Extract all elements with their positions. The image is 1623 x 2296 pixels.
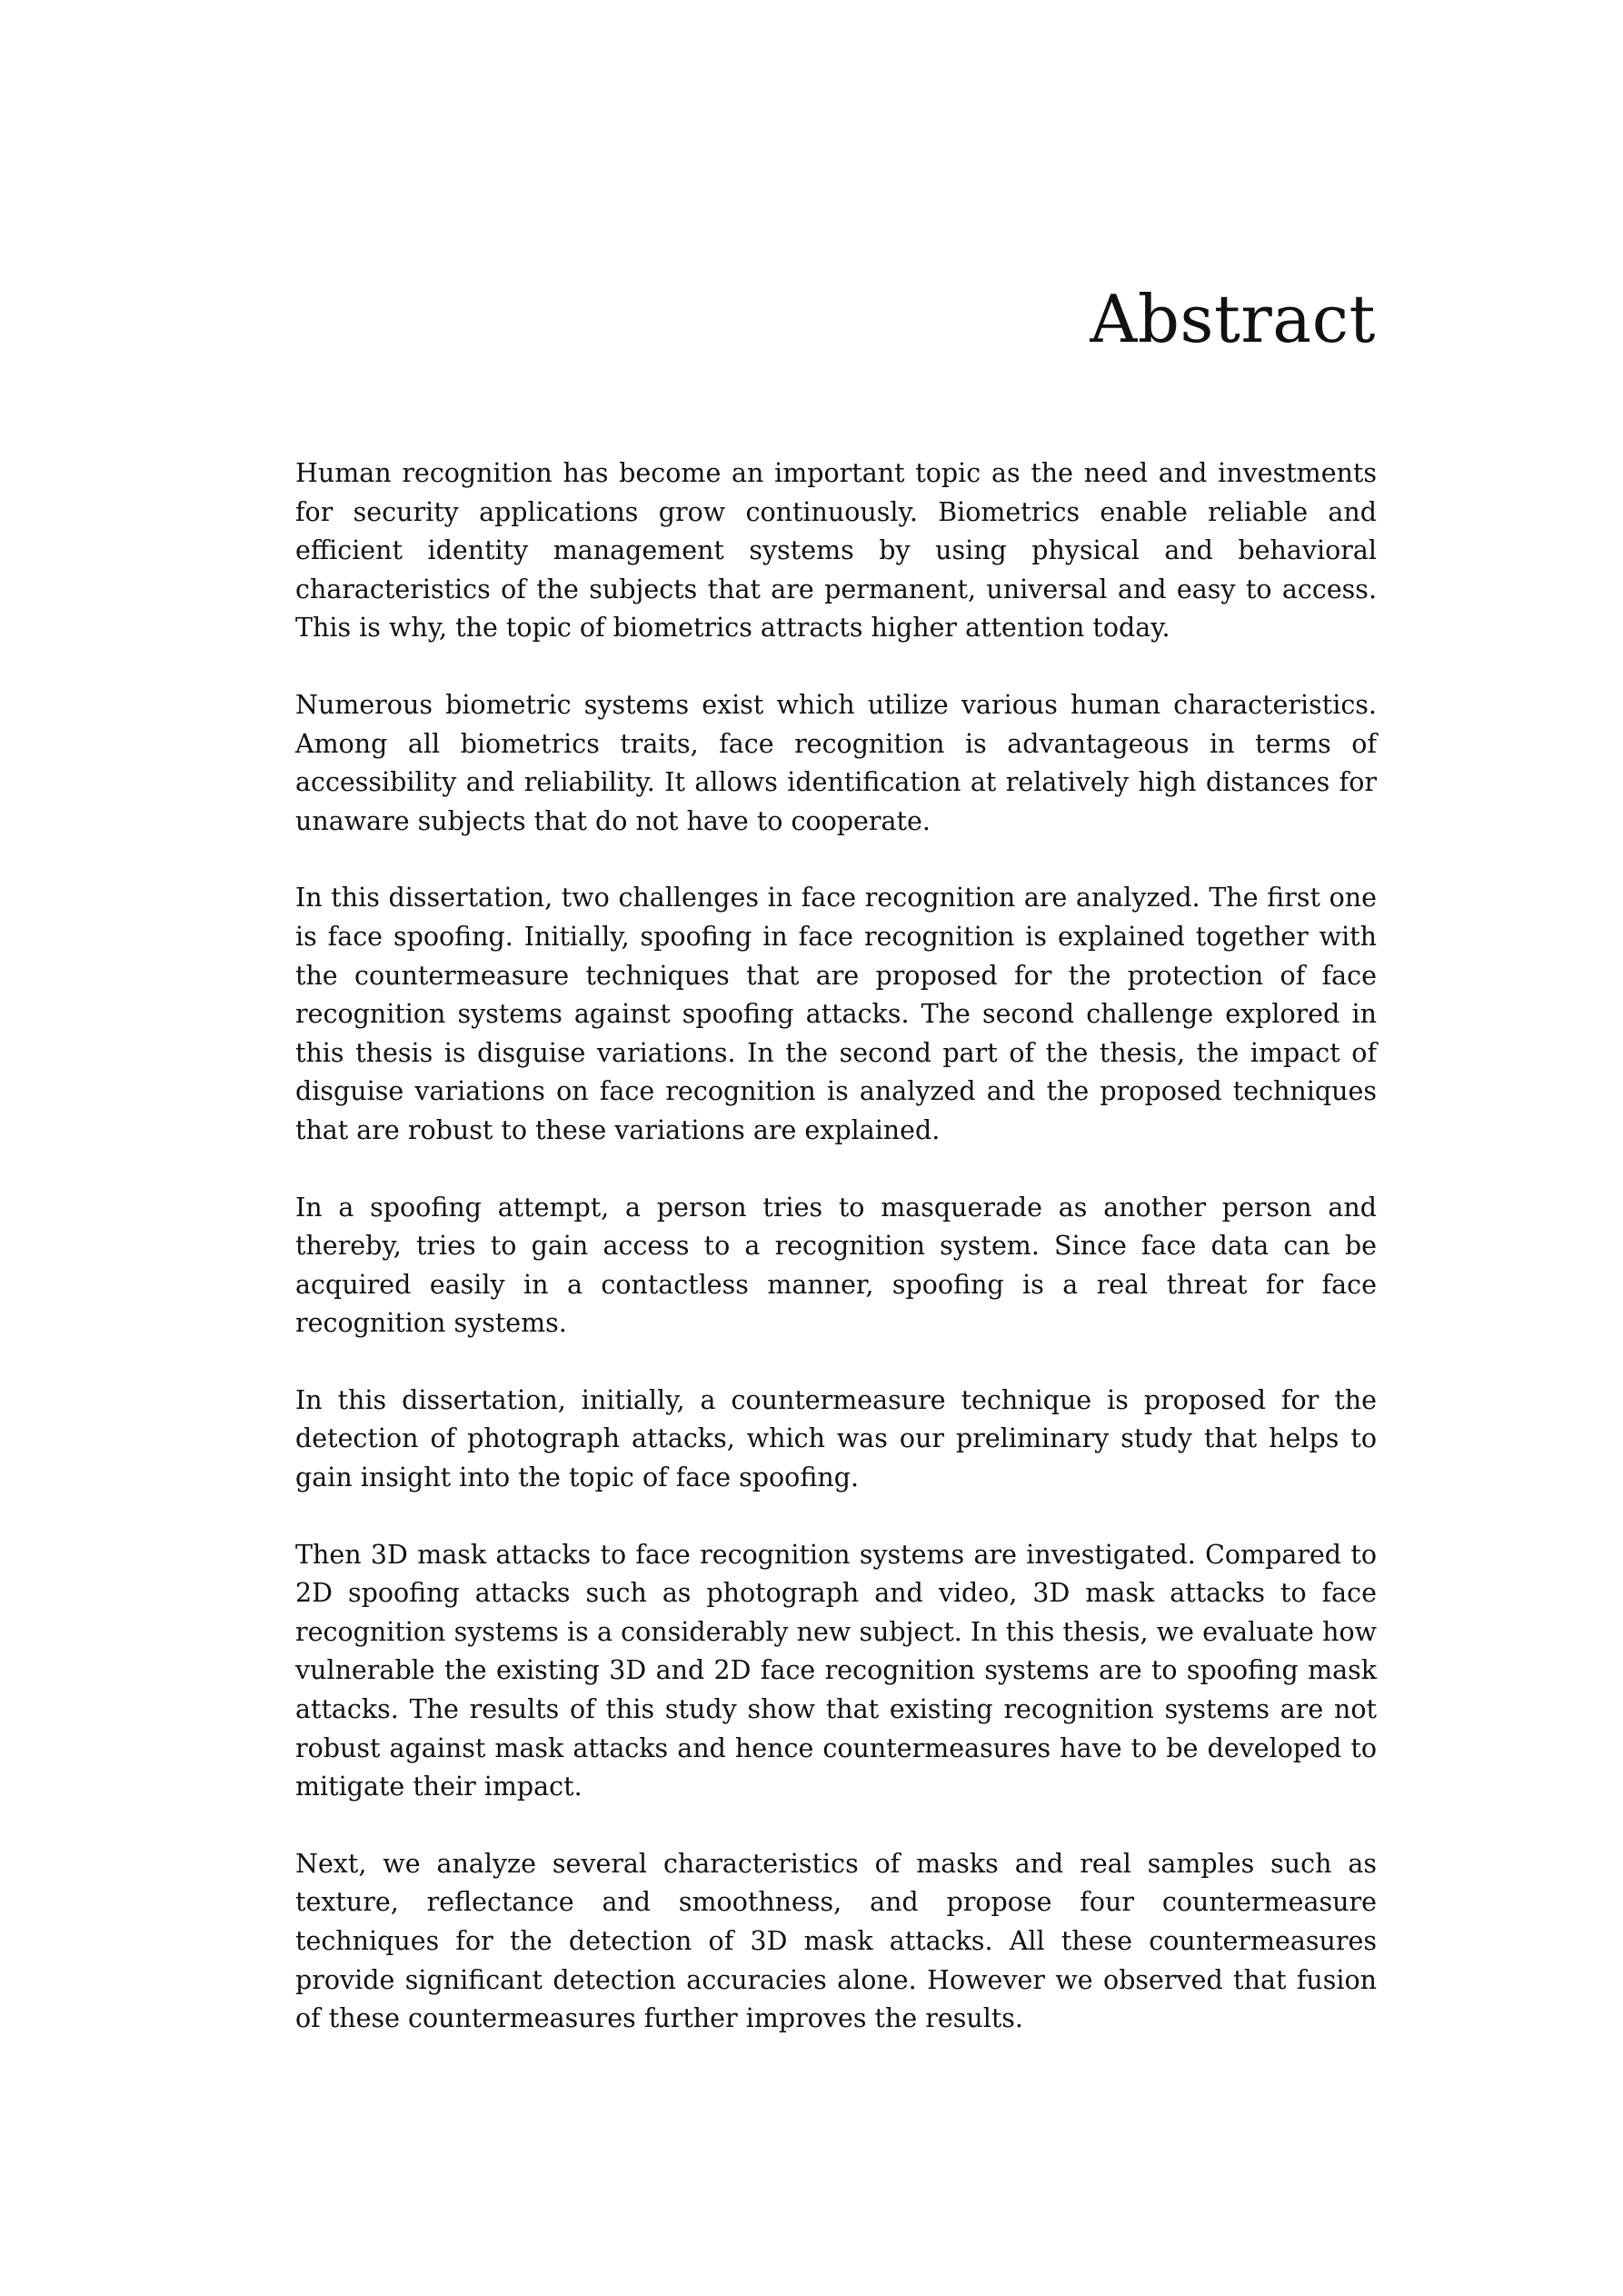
abstract-body xyxy=(295,454,1377,2077)
paragraph-2: Numerous biometric systems exist which utilize various human characteristics. Among all biometrics traits, face recognition is advantageous in terms of accessibility and reliability. It allows identification at relatively high distances for unaware subjects that do not have to cooperate. xyxy=(295,689,1377,836)
paragraph-7: Next, we analyze several characteristics of masks and real samples such as texture, reflectance and smoothness, and propose four countermeasure techniques for the detection of 3D mask attacks. All these countermeasures provide significant detection accuracies alone. However we observed that fusion of these countermeasures further improves the results. xyxy=(295,1848,1377,2034)
paragraph-1: Human recognition has become an important topic as the need and investments for security applications grow continuously. Biometrics enable reliable and efficient identity management systems by using physical and behavioral characteristics of the subjects that are permanent, universal and easy to access. This is why, the topic of biometrics attracts higher attention today. xyxy=(295,458,1377,644)
paragraph-6: Then 3D mask attacks to face recognition systems are investigated. Compared to 2D spoofing attacks such as photograph and video, 3D mask attacks to face recognition systems is a considerably new subject. In this thesis, we evaluate how vulnerable the existing 3D and 2D face recognition systems are to spoofing mask attacks. The results of this study show that existing recognition systems are not robust against mask attacks and hence countermeasures have to be developed to mitigate their impact. xyxy=(295,1539,1377,1802)
paragraph-5: In this dissertation, initially, a countermeasure technique is proposed for the detection of photograph attacks, which was our preliminary study that helps to gain insight into the topic of face spoofing. xyxy=(295,1384,1377,1493)
paragraph-3: In this dissertation, two challenges in face recognition are analyzed. The first one is face spoofing. Initially, spoofing in face recognition is explained together with the countermeasure techniques that are proposed for the protection of face recognition systems against spoofing attacks. The second challenge explored in this thesis is disguise variations. In the second part of the thesis, the impact of disguise variations on face recognition is analyzed and the proposed techniques that are robust to these variations are explained. xyxy=(295,883,1377,1145)
chapter-title: Abstract xyxy=(1090,281,1376,357)
paragraph-4: In a spoofing attempt, a person tries to masquerade as another person and thereby, tries to gain access to a recognition system. Since face data can be acquired easily in a contactless manner, spoofing is a real threat for face recognition systems. xyxy=(295,1192,1377,1339)
